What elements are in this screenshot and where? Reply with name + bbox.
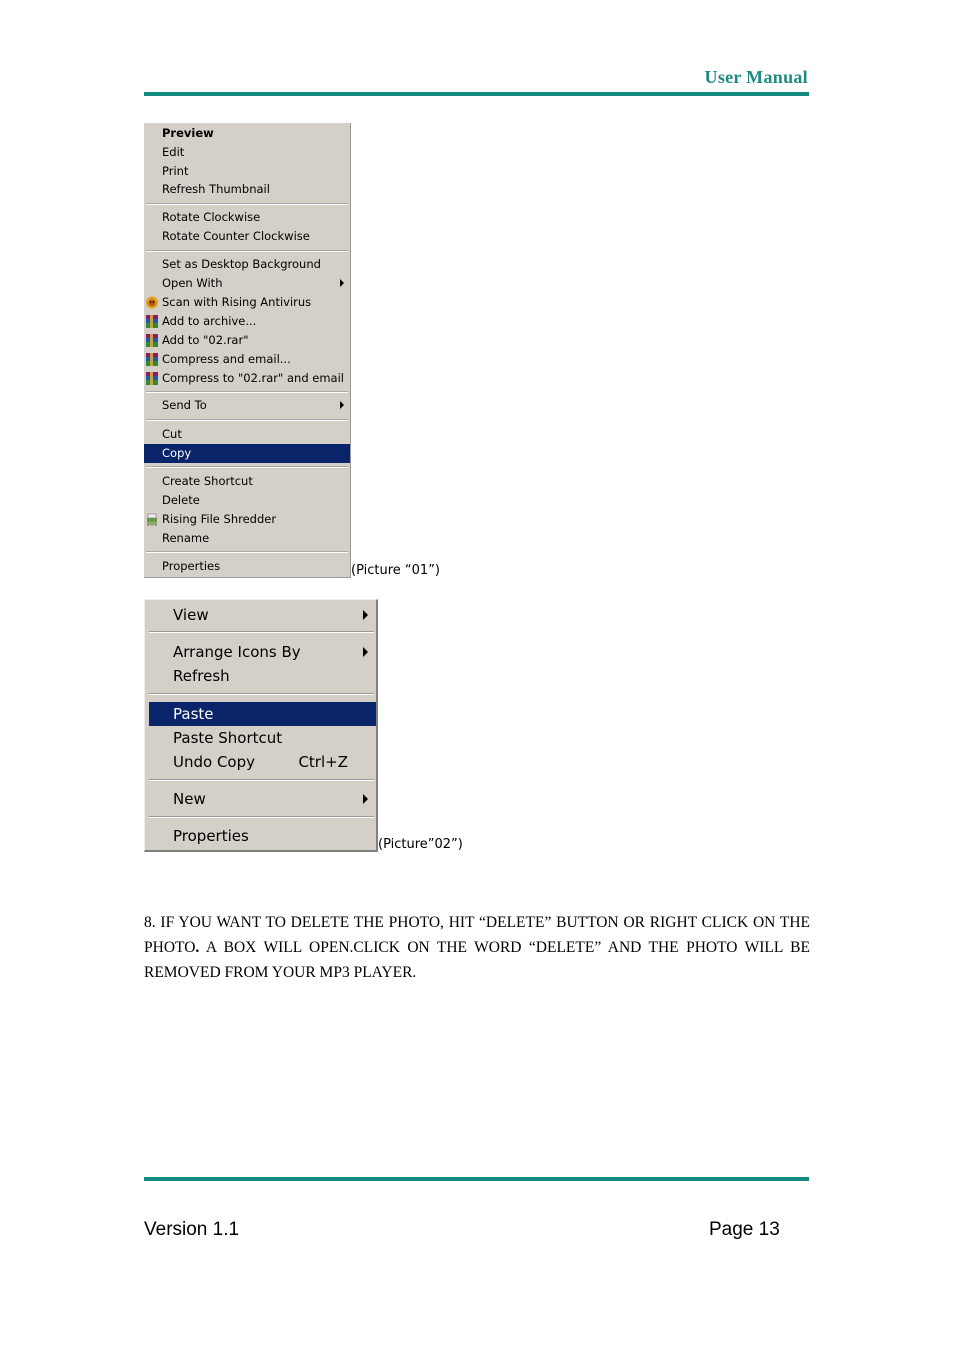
menu-item-label: New (173, 790, 206, 808)
submenu-arrow-icon (363, 794, 368, 804)
menu-item-label: Send To (162, 398, 207, 412)
footer-version: Version 1.1 (144, 1219, 240, 1240)
file-context-menu (144, 123, 351, 578)
menu-item-set-desktop-background[interactable]: Set as Desktop Background (162, 257, 321, 271)
menu-item-compress-and-email[interactable] (144, 350, 350, 369)
menu-item-label: Add to "02.rar" (162, 333, 249, 347)
winrar-icon (145, 353, 159, 366)
header-rule (144, 92, 809, 96)
menu-item-edit[interactable]: Edit (162, 145, 185, 159)
submenu-arrow-icon (363, 610, 368, 620)
winrar-icon (145, 372, 159, 385)
footer-rule (144, 1177, 809, 1181)
menu-item-rename[interactable]: Rename (162, 531, 210, 545)
menu-item-label: View (173, 606, 209, 624)
menu-separator (146, 391, 348, 393)
menu-item-rotate-counter-clockwise[interactable]: Rotate Counter Clockwise (162, 229, 310, 243)
menu-separator (146, 466, 348, 468)
menu-item-copy[interactable]: Copy (144, 444, 350, 463)
instruction-period: . (195, 939, 200, 956)
menu-item-rotate-clockwise[interactable]: Rotate Clockwise (162, 210, 261, 224)
menu-item-refresh[interactable]: Refresh (173, 667, 230, 685)
instruction-text: 8. IF YOU WANT TO DELETE THE PHOTO, HIT “DELETE” BUTTON OR RIGHT CLICK ON THE PHOTO (144, 914, 810, 956)
menu-separator (146, 419, 348, 421)
menu-separator (149, 816, 374, 818)
menu-item-undo-copy[interactable] (149, 750, 376, 774)
menu-separator (149, 779, 374, 781)
menu-separator (146, 203, 348, 205)
menu-item-cut[interactable]: Cut (162, 427, 182, 441)
menu-item-label: Compress and email... (162, 352, 291, 366)
menu-item-properties[interactable]: Properties (173, 827, 249, 845)
delete-instruction-paragraph (144, 910, 810, 985)
menu-item-add-to-archive[interactable] (144, 312, 350, 331)
menu-item-properties[interactable]: Properties (162, 559, 221, 573)
instruction-text: A BOX WILL OPEN.CLICK ON THE WORD “DELETE” AND THE PHOTO WILL BE REMOVED FROM YOUR MP3 PLAYER. (144, 939, 810, 981)
menu-item-label: Add to archive... (162, 314, 257, 328)
menu-item-new[interactable] (149, 787, 376, 811)
menu-item-rising-file-shredder[interactable] (144, 510, 350, 529)
menu-item-view[interactable] (149, 603, 376, 627)
desktop-context-menu (144, 599, 378, 852)
menu-separator (149, 631, 374, 633)
menu-separator (149, 693, 374, 695)
winrar-icon (145, 315, 159, 328)
menu-item-shortcut: Ctrl+Z (298, 753, 348, 771)
menu-item-compress-rar-email[interactable] (144, 369, 350, 388)
submenu-arrow-icon (340, 401, 344, 409)
menu-item-send-to[interactable] (144, 396, 350, 415)
menu-item-label: Scan with Rising Antivirus (162, 295, 312, 309)
winrar-icon (145, 334, 159, 347)
shredder-icon (145, 513, 159, 526)
menu-item-print[interactable]: Print (162, 164, 189, 178)
menu-item-label: Open With (162, 276, 223, 290)
menu-item-refresh-thumbnail[interactable]: Refresh Thumbnail (162, 182, 270, 196)
menu-item-add-to-rar[interactable] (144, 331, 350, 350)
menu-item-label: Arrange Icons By (173, 643, 301, 661)
header-title: User Manual (704, 67, 808, 87)
menu-item-preview[interactable]: Preview (162, 126, 214, 140)
rising-lion-icon (145, 296, 159, 309)
menu-separator (146, 551, 348, 553)
menu-item-open-with[interactable] (144, 274, 350, 293)
submenu-arrow-icon (340, 279, 344, 287)
footer-page-number: Page 13 (709, 1219, 780, 1240)
menu-item-paste[interactable]: Paste (149, 702, 376, 726)
submenu-arrow-icon (363, 647, 368, 657)
picture-02-caption: (Picture”02”) (378, 837, 463, 852)
menu-item-delete[interactable]: Delete (162, 493, 200, 507)
menu-item-create-shortcut[interactable]: Create Shortcut (162, 474, 253, 488)
menu-item-paste-shortcut[interactable]: Paste Shortcut (173, 729, 283, 747)
picture-01-caption: (Picture “01”) (351, 563, 440, 578)
menu-item-arrange-icons-by[interactable] (149, 640, 376, 664)
menu-separator (146, 250, 348, 252)
menu-item-label: Undo Copy (173, 753, 256, 771)
menu-item-scan-rising-antivirus[interactable] (144, 293, 350, 312)
menu-item-label: Compress to "02.rar" and email (162, 371, 344, 385)
menu-item-label: Rising File Shredder (162, 512, 277, 526)
